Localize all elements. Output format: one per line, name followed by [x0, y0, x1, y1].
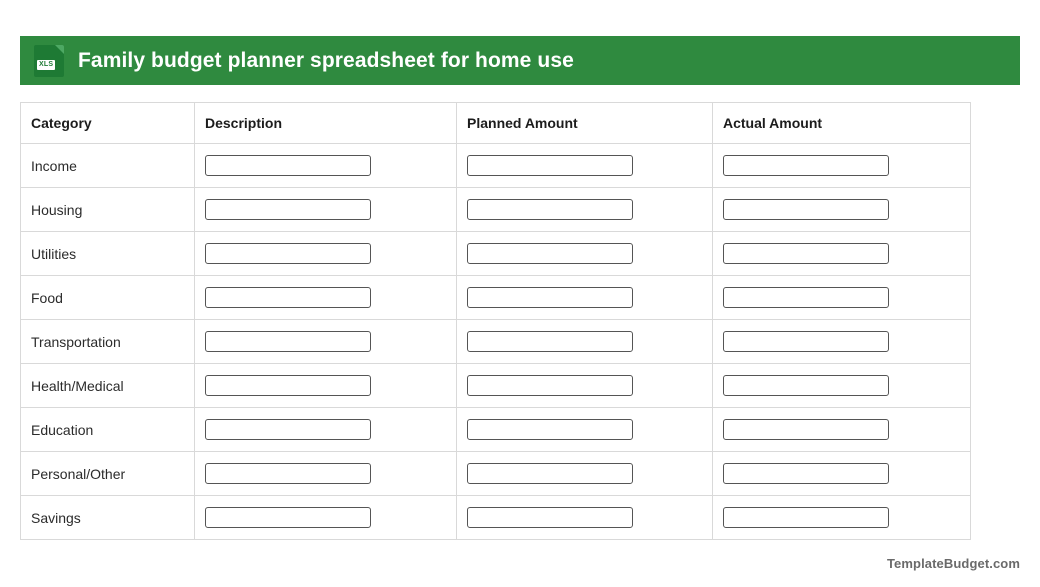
table-body: [21, 144, 971, 540]
actual-amount-input[interactable]: [723, 507, 889, 528]
category-label: Personal/Other: [21, 452, 195, 496]
actual-cell: [713, 496, 971, 540]
description-input[interactable]: [205, 331, 371, 352]
description-input[interactable]: [205, 507, 371, 528]
table-row: [21, 496, 971, 540]
actual-amount-input[interactable]: [723, 243, 889, 264]
description-input[interactable]: [205, 155, 371, 176]
planned-amount-input[interactable]: [467, 155, 633, 176]
description-input[interactable]: [205, 243, 371, 264]
table-header: [21, 103, 971, 144]
category-label: Education: [21, 408, 195, 452]
budget-table: [20, 102, 971, 540]
planned-cell: [457, 144, 713, 188]
column-header-actual-amount: Actual Amount: [713, 103, 971, 144]
category-label: Housing: [21, 188, 195, 232]
table-header-row: [21, 103, 971, 144]
actual-amount-input[interactable]: [723, 375, 889, 396]
description-cell: [195, 452, 457, 496]
table-row: [21, 408, 971, 452]
description-input[interactable]: [205, 419, 371, 440]
column-header-category: Category: [21, 103, 195, 144]
actual-cell: [713, 144, 971, 188]
table-row: [21, 364, 971, 408]
description-cell: [195, 364, 457, 408]
xls-file-icon: [34, 45, 64, 77]
planned-cell: [457, 452, 713, 496]
category-label: Savings: [21, 496, 195, 540]
actual-cell: [713, 188, 971, 232]
description-cell: [195, 144, 457, 188]
actual-cell: [713, 364, 971, 408]
description-cell: [195, 408, 457, 452]
category-label: Utilities: [21, 232, 195, 276]
actual-cell: [713, 452, 971, 496]
description-cell: [195, 188, 457, 232]
planned-cell: [457, 320, 713, 364]
page-title: Family budget planner spreadsheet for home use: [78, 48, 574, 72]
actual-amount-input[interactable]: [723, 287, 889, 308]
actual-amount-input[interactable]: [723, 419, 889, 440]
table-row: [21, 320, 971, 364]
planned-amount-input[interactable]: [467, 243, 633, 264]
actual-amount-input[interactable]: [723, 463, 889, 484]
description-input[interactable]: [205, 199, 371, 220]
category-label: Income: [21, 144, 195, 188]
column-header-description: Description: [195, 103, 457, 144]
planned-cell: [457, 408, 713, 452]
actual-cell: [713, 232, 971, 276]
table-row: [21, 232, 971, 276]
column-header-planned-amount: Planned Amount: [457, 103, 713, 144]
actual-amount-input[interactable]: [723, 331, 889, 352]
description-cell: [195, 232, 457, 276]
description-cell: [195, 496, 457, 540]
footer-credit: TemplateBudget.com: [886, 556, 1020, 571]
xls-icon-label: XLS: [39, 60, 54, 68]
category-label: Health/Medical: [21, 364, 195, 408]
file-corner-fold: [55, 45, 64, 54]
actual-amount-input[interactable]: [723, 199, 889, 220]
category-label: Food: [21, 276, 195, 320]
planned-amount-input[interactable]: [467, 199, 633, 220]
planned-amount-input[interactable]: [467, 507, 633, 528]
actual-cell: [713, 320, 971, 364]
description-cell: [195, 276, 457, 320]
actual-cell: [713, 408, 971, 452]
category-label: Transportation: [21, 320, 195, 364]
header-banner: [20, 36, 1020, 85]
planned-amount-input[interactable]: [467, 463, 633, 484]
description-input[interactable]: [205, 463, 371, 484]
actual-amount-input[interactable]: [723, 155, 889, 176]
planned-cell: [457, 496, 713, 540]
planned-amount-input[interactable]: [467, 287, 633, 308]
budget-table-container: [20, 102, 970, 540]
planned-amount-input[interactable]: [467, 375, 633, 396]
planned-cell: [457, 232, 713, 276]
description-input[interactable]: [205, 375, 371, 396]
planned-cell: [457, 188, 713, 232]
planned-cell: [457, 276, 713, 320]
table-row: [21, 276, 971, 320]
table-row: [21, 452, 971, 496]
description-input[interactable]: [205, 287, 371, 308]
planned-amount-input[interactable]: [467, 331, 633, 352]
planned-cell: [457, 364, 713, 408]
description-cell: [195, 320, 457, 364]
actual-cell: [713, 276, 971, 320]
table-row: [21, 188, 971, 232]
table-row: [21, 144, 971, 188]
planned-amount-input[interactable]: [467, 419, 633, 440]
